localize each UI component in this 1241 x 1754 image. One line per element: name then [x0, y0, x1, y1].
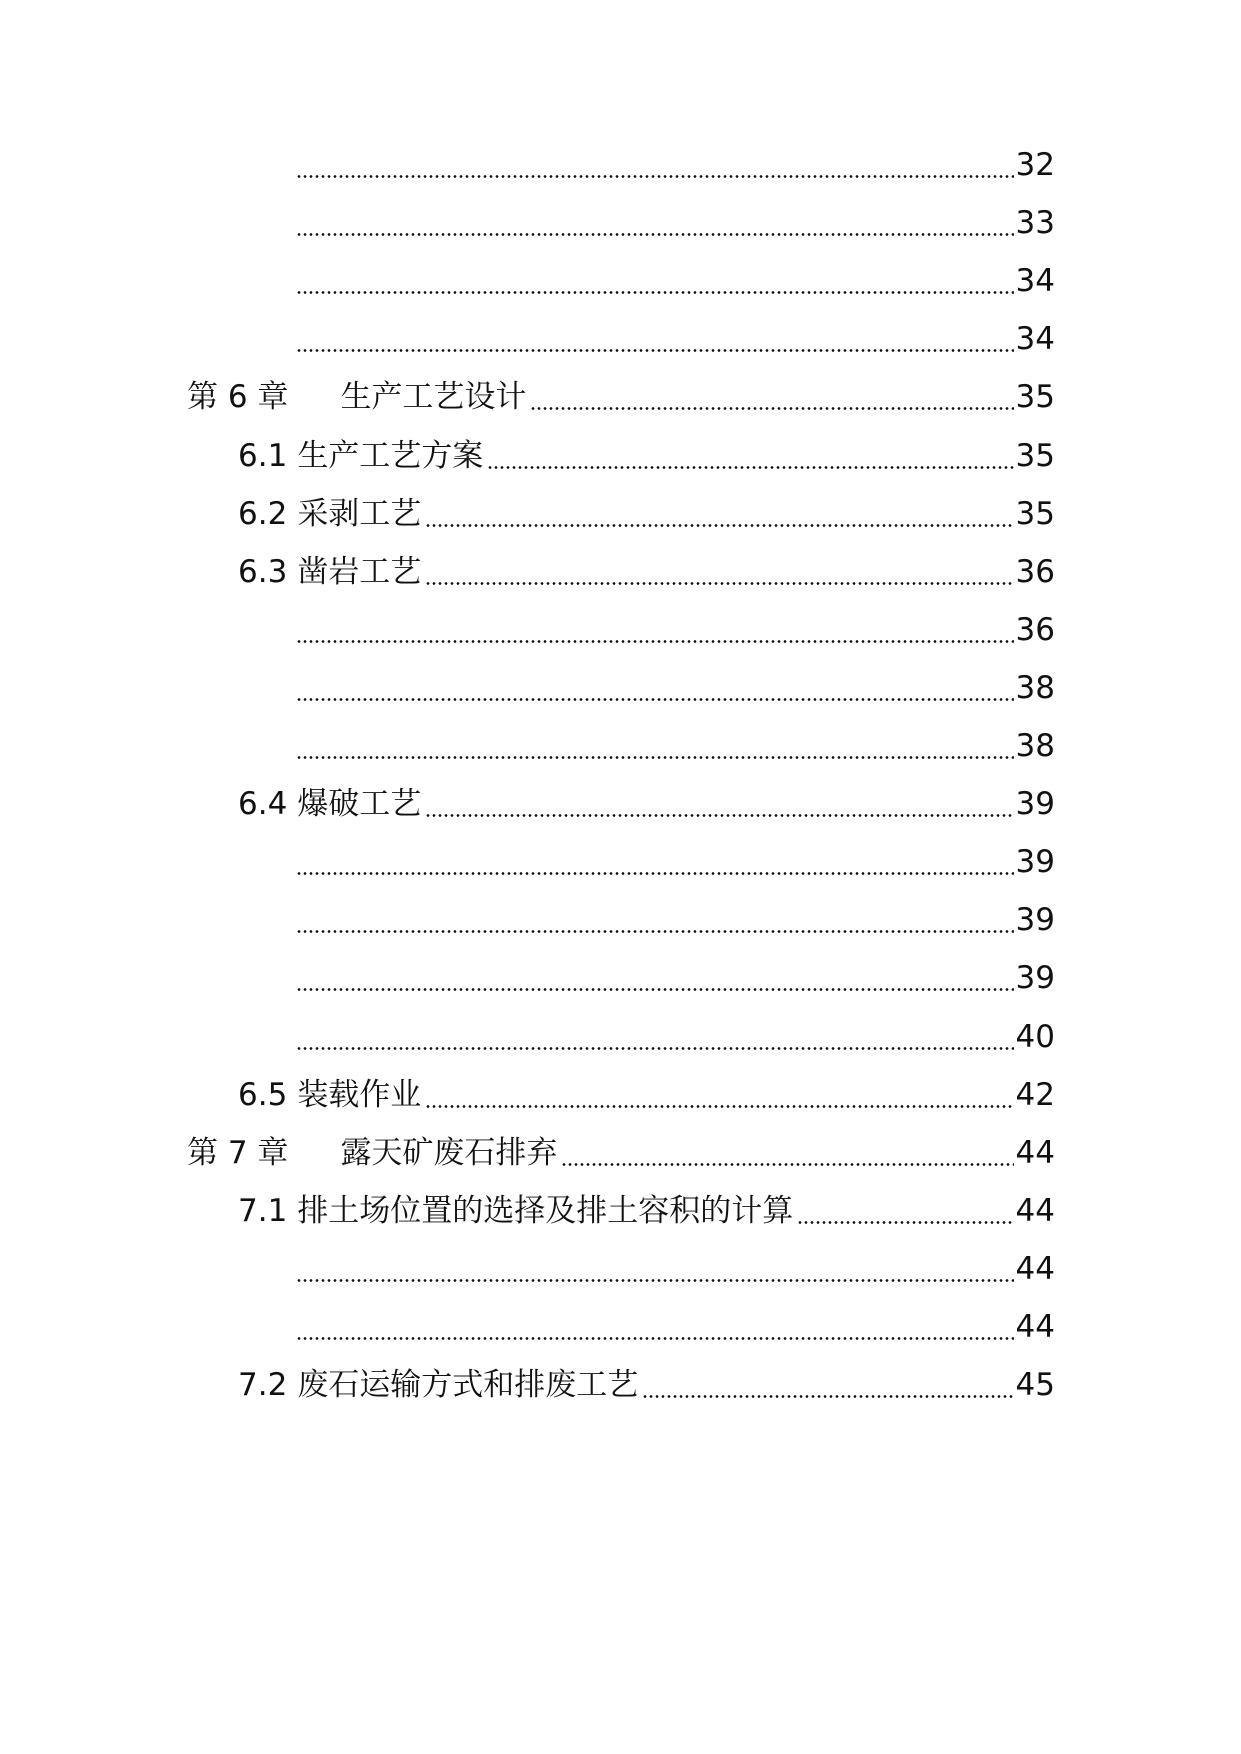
toc-entry-page-number: 39: [1015, 844, 1055, 880]
toc-entry-heading: [238, 779, 421, 829]
toc-entry[interactable]: [292, 721, 1055, 771]
dot-leader: [292, 605, 1016, 655]
toc-entry-number: 第 7 章: [187, 1135, 289, 1171]
toc-entry-page-number: 36: [1015, 612, 1055, 648]
toc-entry[interactable]: [292, 953, 1055, 1003]
toc-entry[interactable]: [292, 314, 1055, 364]
toc-entry-page-number: 35: [1015, 496, 1055, 532]
toc-entry-number: 6.4: [238, 786, 288, 822]
toc-entry-page-number: 33: [1015, 205, 1055, 241]
dot-leader: [421, 547, 1015, 597]
toc-entry[interactable]: [292, 140, 1055, 190]
dot-leader: [292, 953, 1016, 1003]
toc-entry-page-number: 35: [1015, 379, 1055, 415]
dot-leader: [421, 779, 1015, 829]
toc-entry-title: 凿岩工艺: [297, 554, 422, 590]
toc-entry[interactable]: [292, 663, 1055, 713]
toc-entry[interactable]: [187, 372, 1055, 422]
toc-entry-page-number: 44: [1015, 1193, 1055, 1229]
dot-leader: [292, 256, 1016, 306]
toc-entry[interactable]: [238, 1186, 1055, 1236]
toc-entry[interactable]: [238, 1360, 1055, 1410]
toc-entry[interactable]: [292, 1244, 1055, 1294]
toc-entry-page-number: 40: [1015, 1019, 1055, 1055]
dot-leader: [292, 1012, 1016, 1062]
toc-entry-title: 爆破工艺: [297, 786, 422, 822]
toc-entry-title: 生产工艺方案: [297, 438, 484, 474]
toc-entry-heading: [187, 372, 526, 422]
dot-leader: [292, 140, 1016, 190]
toc-entry-page-number: 38: [1015, 670, 1055, 706]
toc-entry-page-number: 34: [1015, 321, 1055, 357]
toc-entry-title: 露天矿废石排弃: [340, 1135, 558, 1171]
dot-leader: [526, 372, 1015, 422]
toc-entry-heading: [238, 489, 421, 539]
toc-entry-number: 6.5: [238, 1077, 288, 1113]
toc-entry-number: 6.2: [238, 496, 288, 532]
toc-entry-title: 废石运输方式和排废工艺: [297, 1367, 639, 1403]
toc-entry-page-number: 44: [1015, 1309, 1055, 1345]
dot-leader: [557, 1128, 1015, 1178]
toc-entry[interactable]: [238, 547, 1055, 597]
toc-entry[interactable]: [292, 605, 1055, 655]
dot-leader: [292, 895, 1016, 945]
dot-leader: [292, 1244, 1016, 1294]
dot-leader: [292, 663, 1016, 713]
toc-entry-title: 生产工艺设计: [340, 379, 527, 415]
toc-entry[interactable]: [292, 837, 1055, 887]
dot-leader: [483, 431, 1015, 481]
dot-leader: [292, 198, 1016, 248]
toc-entry-page-number: 44: [1015, 1135, 1055, 1171]
toc-entry-page-number: 36: [1015, 554, 1055, 590]
dot-leader: [421, 489, 1015, 539]
toc-entry-page-number: 45: [1015, 1367, 1055, 1403]
toc-entry[interactable]: [292, 895, 1055, 945]
toc-entry-page-number: 39: [1015, 960, 1055, 996]
toc-entry[interactable]: [292, 256, 1055, 306]
toc-entry-number: 7.1: [238, 1193, 288, 1229]
toc-entry[interactable]: [238, 431, 1055, 481]
toc-entry-page-number: 35: [1015, 438, 1055, 474]
toc-entry-title: 采剥工艺: [297, 496, 422, 532]
toc-entry-number: 6.1: [238, 438, 288, 474]
dot-leader: [292, 721, 1016, 771]
toc-entry-page-number: 44: [1015, 1251, 1055, 1287]
dot-leader: [421, 1070, 1015, 1120]
toc-entry-heading: [238, 1186, 793, 1236]
toc-entry-page-number: 42: [1015, 1077, 1055, 1113]
dot-leader: [292, 314, 1016, 364]
toc-entry-heading: [187, 1128, 557, 1178]
toc-entry[interactable]: [238, 489, 1055, 539]
toc-entry-title: 装载作业: [297, 1077, 422, 1113]
toc-entry-heading: [238, 1070, 421, 1120]
toc-entry-heading: [238, 1360, 638, 1410]
toc-entry-number: 7.2: [238, 1367, 288, 1403]
toc-entry-title: 排土场位置的选择及排土容积的计算: [297, 1193, 794, 1229]
toc-entry[interactable]: [292, 1012, 1055, 1062]
dot-leader: [292, 1302, 1016, 1352]
toc-entry-number: 6.3: [238, 554, 288, 590]
toc-entry-page-number: 34: [1015, 263, 1055, 299]
toc-entry[interactable]: [238, 779, 1055, 829]
toc-entry[interactable]: [238, 1070, 1055, 1120]
toc-entry-heading: [238, 431, 483, 481]
toc-entry-page-number: 39: [1015, 902, 1055, 938]
toc-entry-heading: [238, 547, 421, 597]
dot-leader: [638, 1360, 1015, 1410]
dot-leader: [292, 837, 1016, 887]
toc-entry-page-number: 32: [1015, 147, 1055, 183]
toc-entry-page-number: 39: [1015, 786, 1055, 822]
dot-leader: [793, 1186, 1015, 1236]
toc-entry[interactable]: [292, 198, 1055, 248]
toc-entry-number: 第 6 章: [187, 379, 289, 415]
toc-entry[interactable]: [187, 1128, 1055, 1178]
toc-entry[interactable]: [292, 1302, 1055, 1352]
toc-entry-page-number: 38: [1015, 728, 1055, 764]
